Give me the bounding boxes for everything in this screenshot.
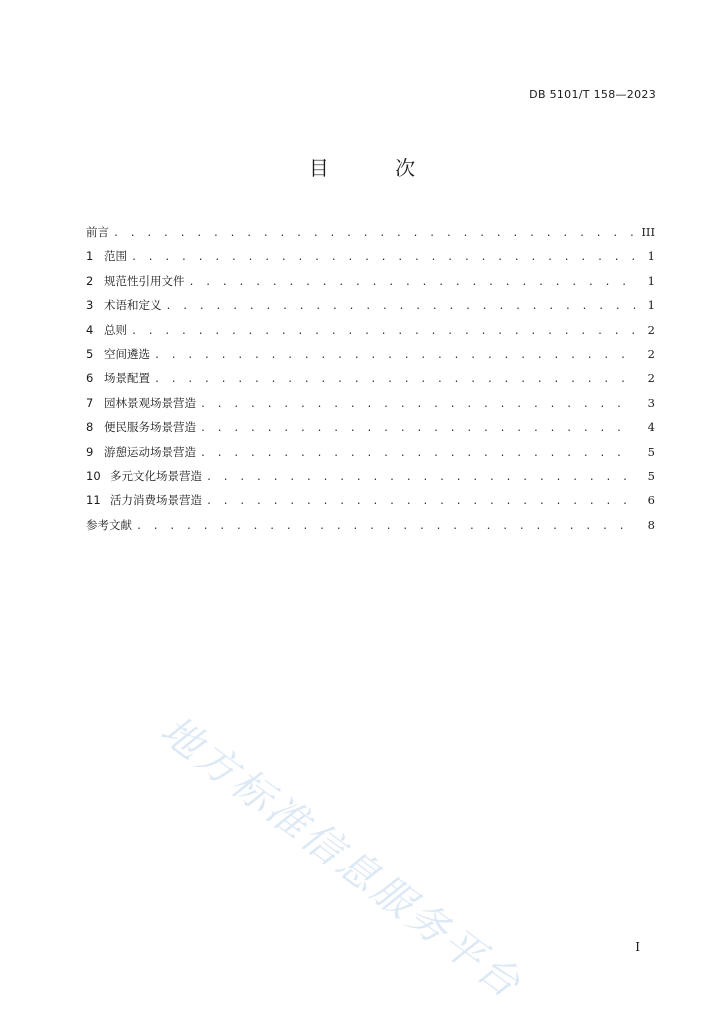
toc-leader: [189, 271, 636, 295]
page-number: I: [635, 940, 640, 954]
table-of-contents: [86, 220, 655, 537]
toc-row-7[interactable]: [86, 391, 655, 415]
toc-label: 园林景观场景营造: [104, 395, 196, 410]
toc-page: 6: [647, 493, 655, 508]
toc-leader: [154, 344, 635, 368]
toc-row-9[interactable]: [86, 440, 655, 464]
toc-label: 便民服务场景营造: [104, 420, 196, 435]
toc-label: 前言: [86, 225, 109, 239]
toc-row-11[interactable]: [86, 488, 655, 512]
toc-row-5[interactable]: [86, 342, 655, 366]
toc-row-6[interactable]: [86, 366, 655, 390]
toc-row-2[interactable]: [86, 269, 655, 293]
toc-page: 5: [647, 444, 655, 459]
toc-leader: [136, 515, 635, 539]
toc-leader: [206, 490, 635, 514]
toc-number: 11: [86, 493, 101, 508]
toc-label: 游憩运动场景营造: [104, 444, 196, 459]
toc-page: 1: [647, 298, 655, 313]
toc-number: 4: [86, 322, 94, 337]
toc-leader: [200, 442, 635, 466]
toc-leader: [200, 417, 635, 441]
toc-number: 2: [86, 273, 94, 288]
toc-number: 8: [86, 420, 94, 435]
toc-page: 8: [647, 517, 655, 532]
toc-row-1[interactable]: [86, 244, 655, 268]
toc-page: 1: [647, 273, 655, 288]
toc-label: 术语和定义: [104, 298, 162, 313]
toc-label: 场景配置: [104, 371, 150, 386]
toc-leader: [206, 466, 635, 490]
toc-row-4[interactable]: [86, 318, 655, 342]
toc-row-3[interactable]: [86, 293, 655, 317]
toc-number: 9: [86, 444, 94, 459]
toc-leader: [131, 320, 635, 344]
toc-number: 7: [86, 395, 94, 410]
toc-page: 4: [647, 420, 655, 435]
toc-number: 1: [86, 249, 94, 264]
toc-label: 范围: [104, 249, 127, 264]
toc-label: 多元文化场景营造: [110, 468, 202, 483]
toc-label: 规范性引用文件: [104, 273, 185, 288]
toc-leader: [113, 222, 635, 246]
toc-page: 2: [647, 346, 655, 361]
toc-row-10[interactable]: [86, 464, 655, 488]
toc-number: 3: [86, 298, 94, 313]
toc-number: 6: [86, 371, 94, 386]
toc-page: 3: [647, 395, 655, 410]
document-code: DB 5101/T 158—2023: [529, 88, 656, 101]
toc-row-8[interactable]: [86, 415, 655, 439]
watermark: 地方标准信息服务平台: [151, 707, 531, 1009]
toc-row-references[interactable]: [86, 513, 655, 537]
toc-label: 活力消费场景营造: [110, 493, 202, 508]
toc-number: 5: [86, 346, 94, 361]
toc-page: 5: [647, 468, 655, 483]
toc-leader: [166, 295, 636, 319]
toc-label: 空间遴选: [104, 346, 150, 361]
toc-leader: [154, 368, 635, 392]
toc-leader: [131, 246, 635, 270]
toc-number: 10: [86, 468, 101, 483]
toc-page: 2: [647, 371, 655, 386]
toc-label: 参考文献: [86, 517, 132, 532]
toc-row-preface[interactable]: [86, 220, 655, 244]
toc-leader: [200, 393, 635, 417]
toc-page: 1: [647, 249, 655, 264]
toc-page: 2: [647, 322, 655, 337]
page-title: 目 次: [308, 156, 446, 180]
toc-label: 总则: [104, 322, 127, 337]
toc-page: III: [641, 225, 655, 239]
